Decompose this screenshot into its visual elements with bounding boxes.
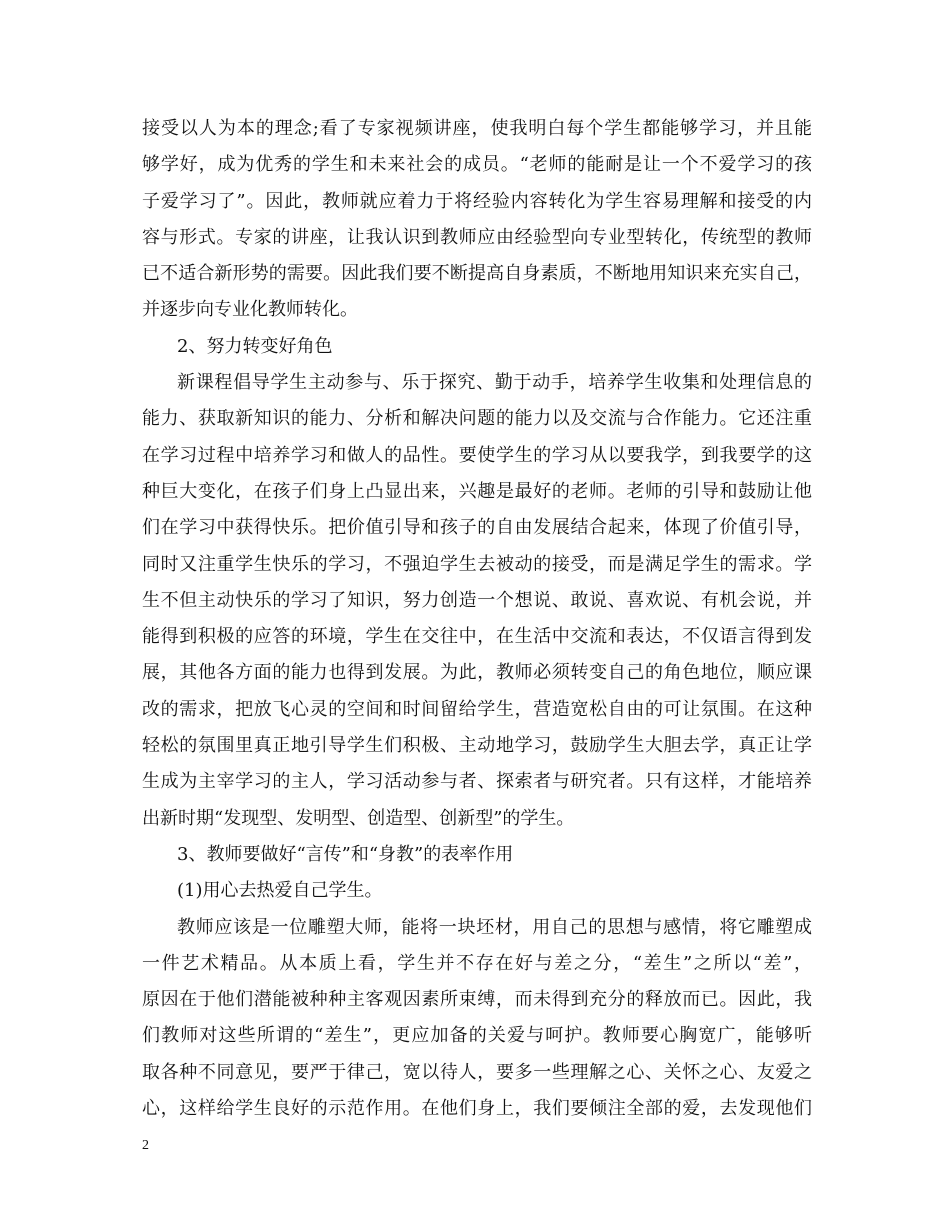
text-line: 子爱学习了”。因此，教师就应着力于将经验内容转化为学生容易理解和接受的内 xyxy=(142,190,812,212)
text-line: 改的需求，把放飞心灵的空间和时间留给学生，营造宽松自由的可让氛围。在这种 xyxy=(142,698,812,720)
text-line: 取各种不同意见，要严于律己，宽以待人，要多一些理解之心、关怀之心、友爱之 xyxy=(142,1061,812,1083)
text-line: 们在学习中获得快乐。把价值引导和孩子的自由发展结合起来，体现了价值引导， xyxy=(142,517,812,539)
text-line: 已不适合新形势的需要。因此我们要不断提高自身素质，不断地用知识来充实自己， xyxy=(142,263,812,285)
text-line: 展，其他各方面的能力也得到发展。为此，教师必须转变自己的角色地位，顺应课 xyxy=(142,662,812,684)
text-line: 种巨大变化，在孩子们身上凸显出来，兴趣是最好的老师。老师的引导和鼓励让他 xyxy=(142,480,812,502)
text-line: 生不但主动快乐的学习了知识，努力创造一个想说、敢说、喜欢说、有机会说，并 xyxy=(142,589,812,611)
text-line: 教师应该是一位雕塑大师，能将一块坯材，用自己的思想与感情，将它雕塑成 xyxy=(177,916,812,938)
page-number: 2 xyxy=(142,1138,149,1153)
document-body xyxy=(142,111,812,1127)
text-line: 3、教师要做好“言传”和“身教”的表率作用 xyxy=(177,843,514,865)
text-line: 心，这样给学生良好的示范作用。在他们身上，我们要倾注全部的爱，去发现他们 xyxy=(142,1098,812,1120)
text-line: 在学习过程中培养学习和做人的品性。要使学生的学习从以要我学，到我要学的这 xyxy=(142,444,812,466)
text-line: 够学好，成为优秀的学生和未来社会的成员。“老师的能耐是让一个不爱学习的孩 xyxy=(142,154,812,176)
text-line: (1)用心去热爱自己学生。 xyxy=(177,880,383,902)
text-line: 能得到积极的应答的环境，学生在交往中，在生活中交流和表达，不仅语言得到发 xyxy=(142,626,812,648)
text-line: 生成为主宰学习的主人，学习活动参与者、探索者与研究者。只有这样，才能培养 xyxy=(142,771,812,793)
text-line: 出新时期“发现型、发明型、创造型、创新型”的学生。 xyxy=(142,807,575,829)
text-line: 们教师对这些所谓的“差生”，更应加备的关爱与呵护。教师要心胸宽广，能够听 xyxy=(142,1025,812,1047)
text-line: 新课程倡导学生主动参与、乐于探究、勤于动手，培养学生收集和处理信息的 xyxy=(177,372,812,394)
text-line: 2、努力转变好角色 xyxy=(177,335,333,357)
text-line: 接受以人为本的理念;看了专家视频讲座，使我明白每个学生都能够学习，并且能 xyxy=(142,118,812,139)
text-line: 能力、获取新知识的能力、分析和解决问题的能力以及交流与合作能力。它还注重 xyxy=(142,408,812,430)
text-line: 同时又注重学生快乐的学习，不强迫学生去被动的接受，而是满足学生的需求。学 xyxy=(142,553,812,575)
text-line: 并逐步向专业化教师转化。 xyxy=(142,299,358,321)
text-line: 原因在于他们潜能被种种主客观因素所束缚，而未得到充分的释放而已。因此，我 xyxy=(142,989,812,1011)
text-line: 容与形式。专家的讲座，让我认识到教师应由经验型向专业型转化，传统型的教师 xyxy=(142,226,812,248)
text-line: 一件艺术精品。从本质上看，学生并不存在好与差之分，“差生”之所以“差”， xyxy=(142,952,812,974)
text-line: 轻松的氛围里真正地引导学生们积极、主动地学习，鼓励学生大胆去学，真正让学 xyxy=(142,735,812,757)
